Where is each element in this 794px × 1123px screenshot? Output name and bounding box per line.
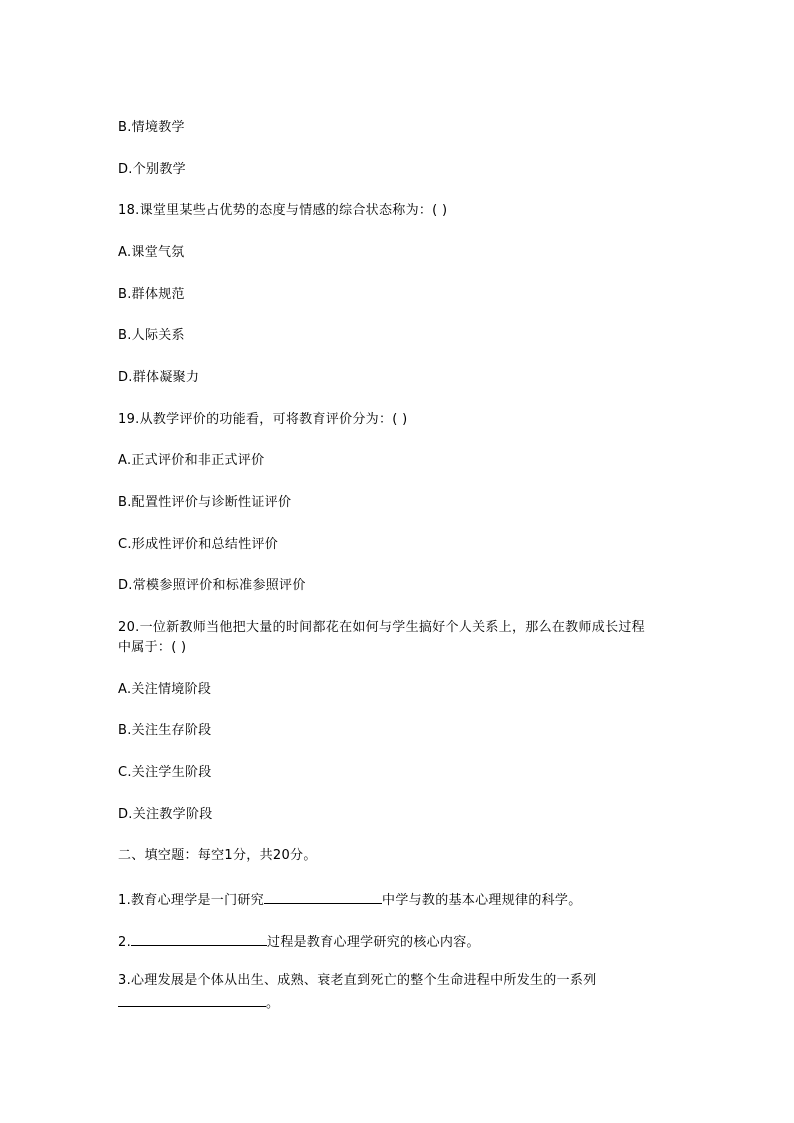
option-d-q19: D.常模参照评价和标准参照评价 bbox=[118, 578, 306, 593]
option-b-q18: B.群体规范 bbox=[118, 287, 185, 302]
fill-q2-blank bbox=[131, 932, 267, 946]
question-18: 18.课堂里某些占优势的态度与情感的综合状态称为：( ) bbox=[118, 203, 448, 218]
question-20-line2: 中属于：( ) bbox=[118, 640, 187, 655]
fill-q2-text-after: 过程是教育心理学研究的核心内容。 bbox=[267, 935, 480, 950]
fill-q2-text-before: 2. bbox=[118, 935, 132, 950]
fill-q1-text-before: 1.教育心理学是一门研究 bbox=[118, 893, 265, 908]
question-20-line1: 20.一位新教师当他把大量的时间都花在如何与学生搞好个人关系上，那么在教师成长过程 bbox=[118, 620, 645, 635]
option-a-q18: A.课堂气氛 bbox=[118, 245, 185, 260]
option-a-q19: A.正式评价和非正式评价 bbox=[118, 453, 265, 468]
option-b-q19: B.配置性评价与诊断性证评价 bbox=[118, 495, 292, 510]
fill-question-3-line1: 3.心理发展是个体从出生、成熟、衰老直到死亡的整个生命进程中所发生的一系列 bbox=[118, 973, 597, 988]
option-d-q17: D.个别教学 bbox=[118, 162, 186, 177]
fill-q1-text-after: 中学与教的基本心理规律的科学。 bbox=[382, 893, 582, 908]
fill-q1-blank bbox=[264, 890, 382, 904]
section-heading-fill-in: 二、填空题：每空1分，共20分。 bbox=[118, 848, 317, 863]
fill-question-3-line2 bbox=[118, 993, 279, 1012]
option-d-q20: D.关注教学阶段 bbox=[118, 807, 213, 822]
option-b-q20: B.关注生存阶段 bbox=[118, 723, 212, 738]
fill-question-1 bbox=[118, 890, 582, 909]
question-19: 19.从教学评价的功能看，可将教育评价分为：( ) bbox=[118, 412, 408, 427]
fill-q3-text-after: 。 bbox=[266, 996, 280, 1011]
option-a-q20: A.关注情境阶段 bbox=[118, 682, 212, 697]
option-c-q20: C.关注学生阶段 bbox=[118, 765, 212, 780]
option-b2-q18: B.人际关系 bbox=[118, 328, 185, 343]
option-c-q19: C.形成性评价和总结性评价 bbox=[118, 537, 279, 552]
option-d-q18: D.群体凝聚力 bbox=[118, 370, 200, 385]
option-b-q17: B.情境教学 bbox=[118, 120, 185, 135]
fill-q3-blank bbox=[118, 993, 266, 1007]
fill-question-2 bbox=[118, 932, 480, 951]
